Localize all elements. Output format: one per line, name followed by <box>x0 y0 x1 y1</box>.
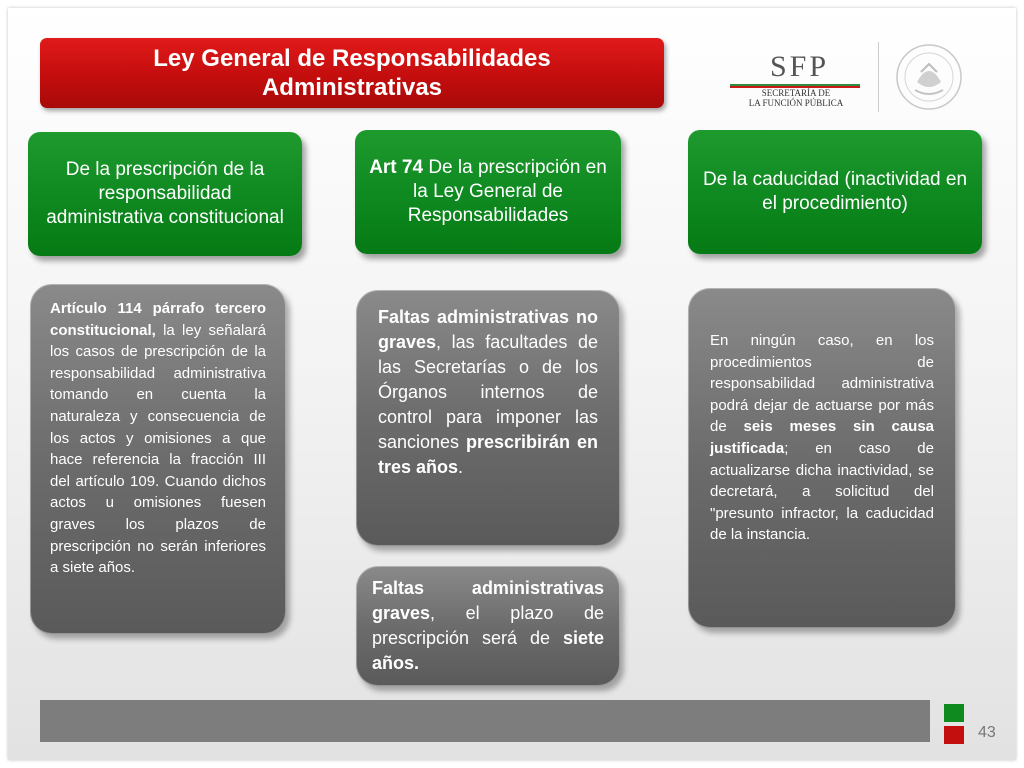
footer-red-square <box>944 726 964 744</box>
slide-title <box>40 38 664 108</box>
caducidad-box: En ningún caso, en los procedimientos de responsabilidad administrativa podrá dejar de actuarse por más de seis meses sin causa justificada; en caso de actualizarse dicha inactividad, se decretará, a solicitud del "presunto infractor, la caducidad de la instancia. <box>688 288 956 628</box>
sfp-logo <box>730 40 970 116</box>
footer-bar <box>40 700 930 742</box>
header-art-74: Art 74 De la prescripción en la Ley General de Responsabilidades <box>355 130 621 254</box>
faltas-graves-box: Faltas administrativas graves, el plazo de prescripción será de siete años. <box>356 566 620 686</box>
art-74-label: Art 74 <box>369 157 424 178</box>
header-caducidad: De la caducidad (inactividad en el procedimiento) <box>688 130 982 254</box>
footer-green-square <box>944 704 964 722</box>
mexico-seal-icon <box>878 42 969 112</box>
faltas-no-graves-box: Faltas administrativas no graves, las facultades de las Secretarías o de los Órganos internos de control para imponer las sanciones prescribirán en tres años. <box>356 290 620 546</box>
title-line-2: Administrativas <box>261 74 443 101</box>
sfp-logo-text: SFP <box>770 50 830 83</box>
title-line-1: Ley General de Responsabilidades <box>153 45 551 72</box>
article-114-box: Artículo 114 párrafo tercero constitucional, la ley señalará los casos de prescripción de la responsabilidad administrativa tomando en cuenta la naturaleza y consecuencia de los actos y omisiones a que hace referencia la fracción III del artículo 109. Cuando dichos actos u omisiones fuesen graves los plazos de prescripción no serán inferiores a siete años. <box>30 284 286 634</box>
header-prescripcion-constitucional: De la prescripción de la responsabilidad administrativa constitucional <box>28 132 302 256</box>
sfp-logo-subtitle: SECRETARÍA DE LA FUNCIÓN PÚBLICA <box>748 88 844 108</box>
page-number: 43 <box>978 724 996 741</box>
